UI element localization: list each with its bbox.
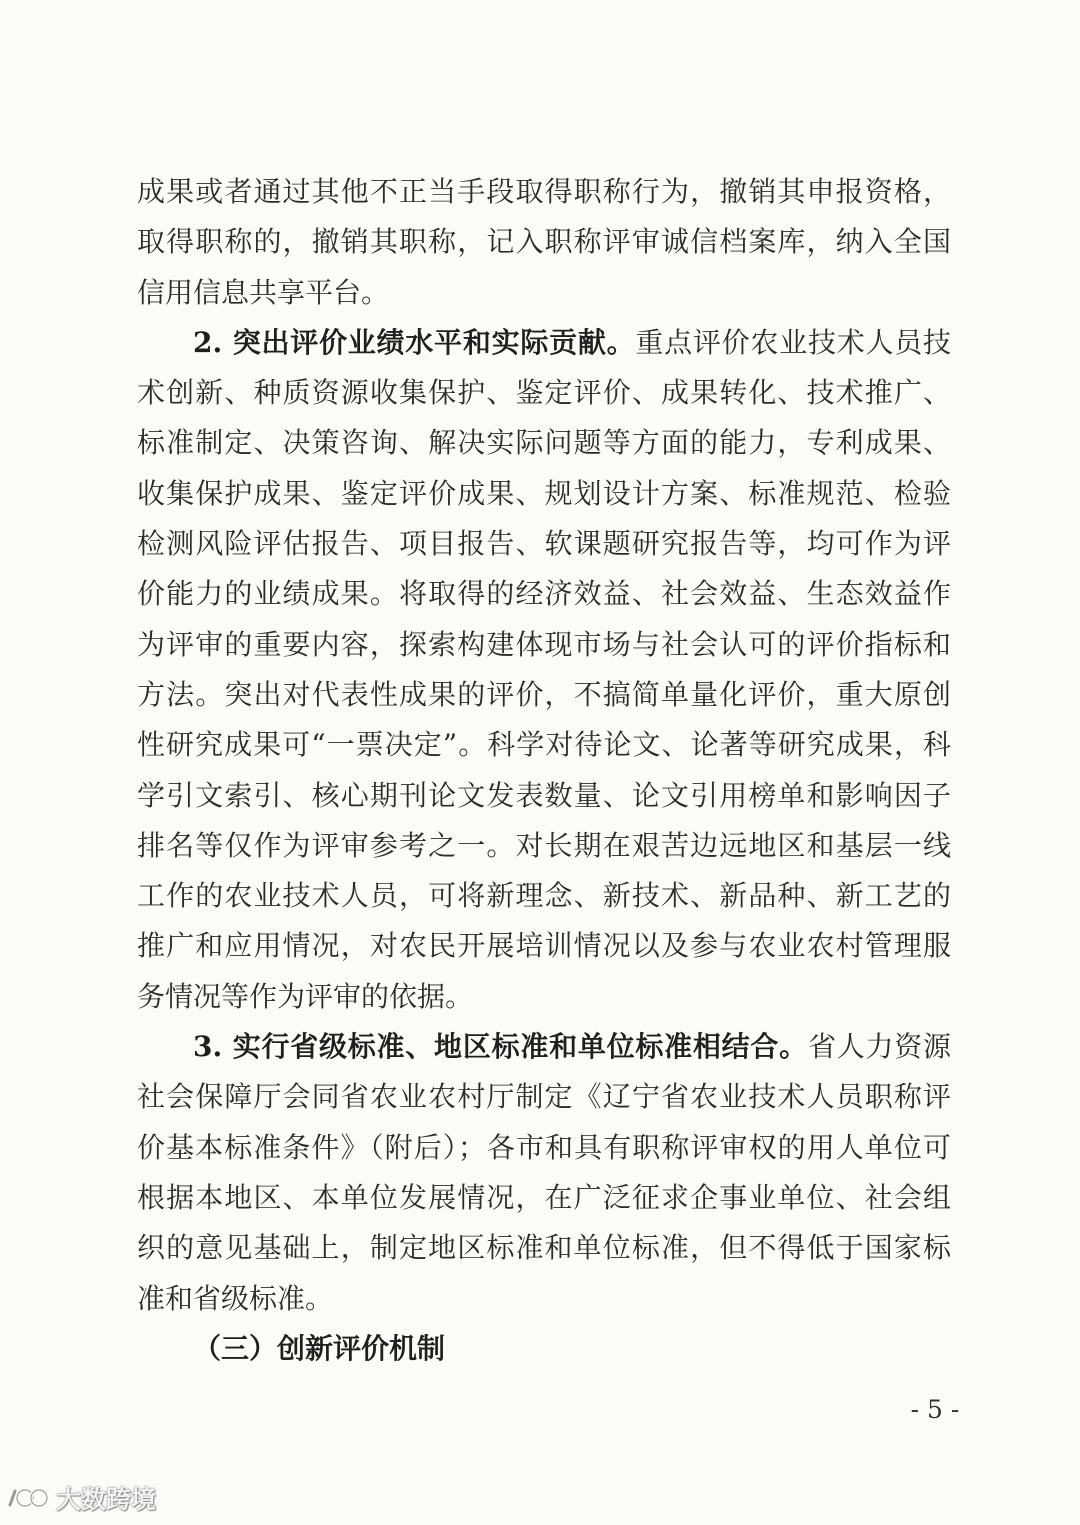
text-run: 省人力资源 [807,1030,951,1064]
document-body [137,167,951,1374]
text-line: 工作的农业技术人员，可将新理念、新技术、新品种、新工艺的 [137,879,951,913]
text-line: 学引文索引、核心期刊论文发表数量、论文引用榜单和影响因子 [137,778,951,812]
watermark-text: 大数跨境 [56,1485,157,1514]
text-line: 为评审的重要内容，探索构建体现市场与社会认可的评价指标和 [137,627,951,661]
paragraph-heading: 2. 突出评价业绩水平和实际贡献。 [193,325,636,359]
text-line: 社会保障厅会同省农业农村厅制定《辽宁省农业技术人员职称评 [137,1080,951,1114]
text-line: 根据本地区、本单位发展情况，在广泛征求企事业单位、社会组 [137,1180,951,1214]
section-heading: （三）创新评价机制 [193,1331,446,1365]
text-line: 排名等仅作为评审参考之一。对长期在艰苦边远地区和基层一线 [137,828,951,862]
text-line: 价基本标准条件》（附后）；各市和具有职称评审权的用人单位可 [137,1130,951,1164]
watermark [6,1480,156,1516]
text-line: 织的意见基础上，制定地区标准和单位标准，但不得低于国家标 [137,1231,951,1265]
page-number: - 5 - [910,1395,960,1424]
text-line: 性研究成果可“一票决定”。科学对待论文、论著等研究成果，科 [137,728,951,762]
text-line: 取得职称的，撤销其职称，记入职称评审诚信档案库，纳入全国 [137,225,951,259]
text-line: 收集保护成果、鉴定评价成果、规划设计方案、标准规范、检验 [137,476,951,510]
text-line: 价能力的业绩成果。将取得的经济效益、社会效益、生态效益作 [137,577,951,611]
text-run: 重点评价农业技术人员技 [635,325,951,359]
text-line: 准和省级标准。 [137,1281,334,1315]
text-line: 务情况等作为评审的依据。 [137,979,474,1013]
text-line: 术创新、种质资源收集保护、鉴定评价、成果转化、技术推广、 [137,376,951,410]
paragraph-first-line [137,1022,951,1072]
text-line: 成果或者通过其他不正当手段取得职称行为，撤销其申报资格， [137,175,951,208]
text-line: 检测风险评估报告、项目报告、软课题研究报告等，均可作为评 [137,527,951,561]
text-line: 信用信息共享平台。 [137,275,390,309]
text-line: 标准制定、决策咨询、解决实际问题等方面的能力，专利成果、 [137,426,951,460]
text-line: 方法。突出对代表性成果的评价，不搞简单量化评价，重大原创 [137,677,951,711]
paragraph-first-line [137,318,951,368]
text-line: 推广和应用情况，对农民开展培训情况以及参与农业农村管理服 [137,929,951,963]
watermark-logo-icon [6,1483,50,1513]
paragraph-heading: 3. 实行省级标准、地区标准和单位标准相结合。 [193,1030,808,1064]
